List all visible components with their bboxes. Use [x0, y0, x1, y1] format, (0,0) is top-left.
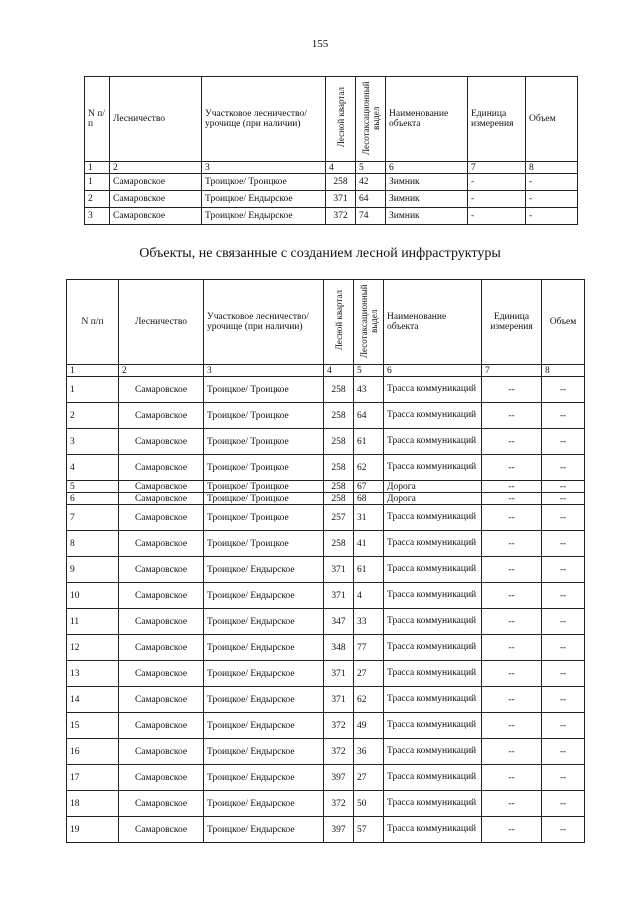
- header-name: Наименование объекта: [386, 77, 468, 162]
- cell-n: 3: [85, 208, 110, 225]
- cell-quarter: 257: [324, 505, 354, 531]
- cell-forestry: Самаровское: [119, 493, 204, 505]
- header-district: Участковое лесничество/ урочище (при наличии): [202, 77, 326, 162]
- cell-forestry: Самаровское: [119, 713, 204, 739]
- table-row: [85, 191, 578, 208]
- header-name: Наименование объекта: [384, 280, 482, 365]
- cell-quarter: 397: [324, 765, 354, 791]
- cell-district: Троицкое/ Троицкое: [204, 377, 324, 403]
- cell-name: Трасса коммуникаций: [384, 531, 482, 557]
- cell-volume: --: [542, 493, 585, 505]
- table-row: [67, 493, 585, 505]
- page-number: 155: [311, 38, 329, 50]
- cell-plot: 33: [354, 609, 384, 635]
- cell-district: Троицкое/ Ендырское: [204, 609, 324, 635]
- cell-unit: --: [482, 403, 542, 429]
- cell-volume: --: [542, 455, 585, 481]
- cell-volume: --: [542, 481, 585, 493]
- cell-n: 1: [67, 377, 119, 403]
- cell-volume: -: [526, 208, 578, 225]
- header-n: N п/п: [67, 280, 119, 365]
- cell-name: Дорога: [384, 481, 482, 493]
- cell-district: Троицкое/ Троицкое: [202, 174, 326, 191]
- cell-plot: 77: [354, 635, 384, 661]
- cell-quarter: 258: [324, 403, 354, 429]
- cell-quarter: 258: [324, 531, 354, 557]
- column-number: 6: [384, 365, 482, 377]
- cell-forestry: Самаровское: [119, 557, 204, 583]
- table-header-row: [67, 280, 585, 365]
- cell-district: Троицкое/ Ендырское: [202, 208, 326, 225]
- cell-volume: --: [542, 661, 585, 687]
- table-header-row: [85, 77, 578, 162]
- cell-n: 16: [67, 739, 119, 765]
- cell-quarter: 371: [324, 687, 354, 713]
- table-row: [67, 531, 585, 557]
- cell-volume: --: [542, 635, 585, 661]
- table-row: [67, 403, 585, 429]
- header-quarter: Лесной квартал: [324, 280, 354, 365]
- cell-volume: --: [542, 583, 585, 609]
- cell-unit: -: [468, 191, 526, 208]
- cell-forestry: Самаровское: [119, 429, 204, 455]
- cell-plot: 62: [354, 455, 384, 481]
- cell-forestry: Самаровское: [119, 505, 204, 531]
- cell-volume: --: [542, 765, 585, 791]
- cell-quarter: 258: [326, 174, 356, 191]
- column-number: 8: [542, 365, 585, 377]
- cell-unit: --: [482, 739, 542, 765]
- cell-name: Трасса коммуникаций: [384, 661, 482, 687]
- cell-district: Троицкое/ Ендырское: [204, 817, 324, 843]
- cell-name: Трасса коммуникаций: [384, 817, 482, 843]
- cell-n: 10: [67, 583, 119, 609]
- cell-unit: --: [482, 687, 542, 713]
- header-unit: Единица измерения: [468, 77, 526, 162]
- cell-plot: 31: [354, 505, 384, 531]
- cell-name: Трасса коммуникаций: [384, 687, 482, 713]
- table-row: [67, 455, 585, 481]
- header-volume: Объем: [542, 280, 585, 365]
- cell-unit: --: [482, 505, 542, 531]
- cell-volume: --: [542, 713, 585, 739]
- cell-unit: --: [482, 661, 542, 687]
- cell-volume: --: [542, 557, 585, 583]
- cell-name: Трасса коммуникаций: [384, 713, 482, 739]
- section-title: Объекты, не связанные с созданием лесной инфраструктуры: [139, 246, 501, 261]
- column-number: 4: [326, 162, 356, 174]
- cell-quarter: 397: [324, 817, 354, 843]
- cell-name: Трасса коммуникаций: [384, 377, 482, 403]
- cell-name: Трасса коммуникаций: [384, 739, 482, 765]
- column-number-row: [85, 162, 578, 174]
- table-row: [67, 739, 585, 765]
- cell-quarter: 371: [326, 191, 356, 208]
- cell-n: 9: [67, 557, 119, 583]
- cell-plot: 64: [356, 191, 386, 208]
- table-row: [67, 377, 585, 403]
- cell-district: Троицкое/ Троицкое: [204, 481, 324, 493]
- cell-n: 14: [67, 687, 119, 713]
- cell-n: 7: [67, 505, 119, 531]
- cell-unit: --: [482, 557, 542, 583]
- header-quarter: Лесной квартал: [326, 77, 356, 162]
- cell-district: Троицкое/ Ендырское: [204, 557, 324, 583]
- column-number: 3: [202, 162, 326, 174]
- column-number: 1: [85, 162, 110, 174]
- cell-district: Троицкое/ Ендырское: [204, 661, 324, 687]
- cell-forestry: Самаровское: [119, 403, 204, 429]
- cell-quarter: 258: [324, 377, 354, 403]
- cell-quarter: 371: [324, 557, 354, 583]
- cell-district: Троицкое/ Троицкое: [204, 455, 324, 481]
- cell-forestry: Самаровское: [119, 791, 204, 817]
- header-n: N п/п: [85, 77, 110, 162]
- cell-district: Троицкое/ Ендырское: [202, 191, 326, 208]
- cell-forestry: Самаровское: [119, 687, 204, 713]
- cell-district: Троицкое/ Ендырское: [204, 765, 324, 791]
- cell-forestry: Самаровское: [119, 661, 204, 687]
- header-district: Участковое лесничество/ урочище (при наличии): [204, 280, 324, 365]
- cell-name: Дорога: [384, 493, 482, 505]
- cell-quarter: 371: [324, 583, 354, 609]
- cell-quarter: 258: [324, 481, 354, 493]
- cell-n: 13: [67, 661, 119, 687]
- cell-forestry: Самаровское: [119, 481, 204, 493]
- cell-quarter: 348: [324, 635, 354, 661]
- cell-plot: 42: [356, 174, 386, 191]
- cell-volume: --: [542, 505, 585, 531]
- cell-name: Трасса коммуникаций: [384, 557, 482, 583]
- header-plot: Лесотаксационный выдел: [356, 77, 386, 162]
- cell-plot: 27: [354, 661, 384, 687]
- header-volume: Объем: [526, 77, 578, 162]
- cell-unit: --: [482, 635, 542, 661]
- cell-volume: --: [542, 429, 585, 455]
- header-forestry: Лесничество: [110, 77, 202, 162]
- column-number: 4: [324, 365, 354, 377]
- table-row: [67, 765, 585, 791]
- cell-district: Троицкое/ Троицкое: [204, 429, 324, 455]
- column-number: 7: [482, 365, 542, 377]
- cell-plot: 68: [354, 493, 384, 505]
- cell-plot: 61: [354, 557, 384, 583]
- table-row: [85, 208, 578, 225]
- cell-volume: --: [542, 791, 585, 817]
- cell-unit: -: [468, 208, 526, 225]
- cell-name: Трасса коммуникаций: [384, 765, 482, 791]
- objects-table-2: [66, 279, 585, 843]
- cell-volume: --: [542, 687, 585, 713]
- cell-quarter: 258: [324, 493, 354, 505]
- table-row: [67, 609, 585, 635]
- cell-district: Троицкое/ Троицкое: [204, 505, 324, 531]
- cell-name: Трасса коммуникаций: [384, 635, 482, 661]
- cell-plot: 64: [354, 403, 384, 429]
- table-row: [67, 817, 585, 843]
- cell-n: 19: [67, 817, 119, 843]
- cell-district: Троицкое/ Ендырское: [204, 791, 324, 817]
- cell-name: Трасса коммуникаций: [384, 429, 482, 455]
- table-row: [67, 481, 585, 493]
- cell-unit: --: [482, 791, 542, 817]
- table-row: [67, 791, 585, 817]
- cell-forestry: Самаровское: [119, 765, 204, 791]
- cell-forestry: Самаровское: [119, 635, 204, 661]
- column-number: 5: [354, 365, 384, 377]
- cell-forestry: Самаровское: [110, 208, 202, 225]
- cell-volume: --: [542, 531, 585, 557]
- cell-quarter: 258: [324, 429, 354, 455]
- cell-plot: 27: [354, 765, 384, 791]
- cell-unit: --: [482, 609, 542, 635]
- table-row: [67, 557, 585, 583]
- cell-name: Трасса коммуникаций: [384, 403, 482, 429]
- cell-district: Троицкое/ Ендырское: [204, 713, 324, 739]
- cell-plot: 41: [354, 531, 384, 557]
- cell-n: 12: [67, 635, 119, 661]
- cell-unit: --: [482, 481, 542, 493]
- cell-name: Трасса коммуникаций: [384, 505, 482, 531]
- cell-quarter: 372: [324, 713, 354, 739]
- cell-n: 15: [67, 713, 119, 739]
- cell-name: Зимник: [386, 191, 468, 208]
- table-row: [67, 713, 585, 739]
- cell-plot: 4: [354, 583, 384, 609]
- column-number: 6: [386, 162, 468, 174]
- cell-forestry: Самаровское: [110, 191, 202, 208]
- cell-volume: -: [526, 174, 578, 191]
- cell-quarter: 372: [326, 208, 356, 225]
- cell-volume: --: [542, 817, 585, 843]
- cell-n: 18: [67, 791, 119, 817]
- cell-plot: 62: [354, 687, 384, 713]
- cell-district: Троицкое/ Ендырское: [204, 635, 324, 661]
- header-plot: Лесотаксационный выдел: [354, 280, 384, 365]
- column-number: 1: [67, 365, 119, 377]
- cell-n: 17: [67, 765, 119, 791]
- cell-unit: --: [482, 583, 542, 609]
- column-number: 2: [110, 162, 202, 174]
- cell-district: Троицкое/ Троицкое: [204, 403, 324, 429]
- cell-forestry: Самаровское: [110, 174, 202, 191]
- cell-plot: 50: [354, 791, 384, 817]
- cell-name: Трасса коммуникаций: [384, 583, 482, 609]
- cell-plot: 67: [354, 481, 384, 493]
- table-row: [67, 635, 585, 661]
- cell-unit: --: [482, 493, 542, 505]
- table-row: [67, 429, 585, 455]
- column-number: 3: [204, 365, 324, 377]
- table-row: [67, 505, 585, 531]
- cell-n: 1: [85, 174, 110, 191]
- cell-forestry: Самаровское: [119, 609, 204, 635]
- header-unit: Единица измерения: [482, 280, 542, 365]
- cell-forestry: Самаровское: [119, 583, 204, 609]
- cell-unit: --: [482, 429, 542, 455]
- cell-volume: --: [542, 403, 585, 429]
- cell-n: 5: [67, 481, 119, 493]
- cell-unit: --: [482, 713, 542, 739]
- cell-plot: 49: [354, 713, 384, 739]
- cell-plot: 74: [356, 208, 386, 225]
- table-row: [67, 661, 585, 687]
- cell-name: Зимник: [386, 174, 468, 191]
- cell-district: Троицкое/ Ендырское: [204, 687, 324, 713]
- cell-unit: --: [482, 817, 542, 843]
- cell-forestry: Самаровское: [119, 377, 204, 403]
- cell-plot: 36: [354, 739, 384, 765]
- cell-n: 6: [67, 493, 119, 505]
- cell-plot: 57: [354, 817, 384, 843]
- column-number: 2: [119, 365, 204, 377]
- cell-n: 8: [67, 531, 119, 557]
- cell-name: Трасса коммуникаций: [384, 455, 482, 481]
- cell-unit: -: [468, 174, 526, 191]
- cell-quarter: 372: [324, 739, 354, 765]
- cell-volume: --: [542, 739, 585, 765]
- cell-volume: -: [526, 191, 578, 208]
- objects-table-1: [84, 76, 578, 225]
- cell-name: Зимник: [386, 208, 468, 225]
- cell-forestry: Самаровское: [119, 531, 204, 557]
- cell-volume: --: [542, 377, 585, 403]
- table-row: [67, 583, 585, 609]
- cell-quarter: 371: [324, 661, 354, 687]
- column-number: 7: [468, 162, 526, 174]
- column-number: 5: [356, 162, 386, 174]
- cell-district: Троицкое/ Троицкое: [204, 493, 324, 505]
- table-row: [85, 174, 578, 191]
- cell-volume: --: [542, 609, 585, 635]
- cell-n: 3: [67, 429, 119, 455]
- cell-district: Троицкое/ Ендырское: [204, 583, 324, 609]
- table-row: [67, 687, 585, 713]
- cell-quarter: 258: [324, 455, 354, 481]
- column-number: 8: [526, 162, 578, 174]
- cell-unit: --: [482, 377, 542, 403]
- cell-quarter: 372: [324, 791, 354, 817]
- cell-n: 11: [67, 609, 119, 635]
- cell-n: 2: [67, 403, 119, 429]
- cell-n: 2: [85, 191, 110, 208]
- cell-unit: --: [482, 455, 542, 481]
- cell-unit: --: [482, 765, 542, 791]
- cell-quarter: 347: [324, 609, 354, 635]
- cell-forestry: Самаровское: [119, 817, 204, 843]
- cell-plot: 43: [354, 377, 384, 403]
- cell-forestry: Самаровское: [119, 455, 204, 481]
- cell-plot: 61: [354, 429, 384, 455]
- cell-district: Троицкое/ Ендырское: [204, 739, 324, 765]
- header-forestry: Лесничество: [119, 280, 204, 365]
- column-number-row: [67, 365, 585, 377]
- cell-name: Трасса коммуникаций: [384, 791, 482, 817]
- cell-forestry: Самаровское: [119, 739, 204, 765]
- cell-district: Троицкое/ Троицкое: [204, 531, 324, 557]
- cell-name: Трасса коммуникаций: [384, 609, 482, 635]
- cell-n: 4: [67, 455, 119, 481]
- cell-unit: --: [482, 531, 542, 557]
